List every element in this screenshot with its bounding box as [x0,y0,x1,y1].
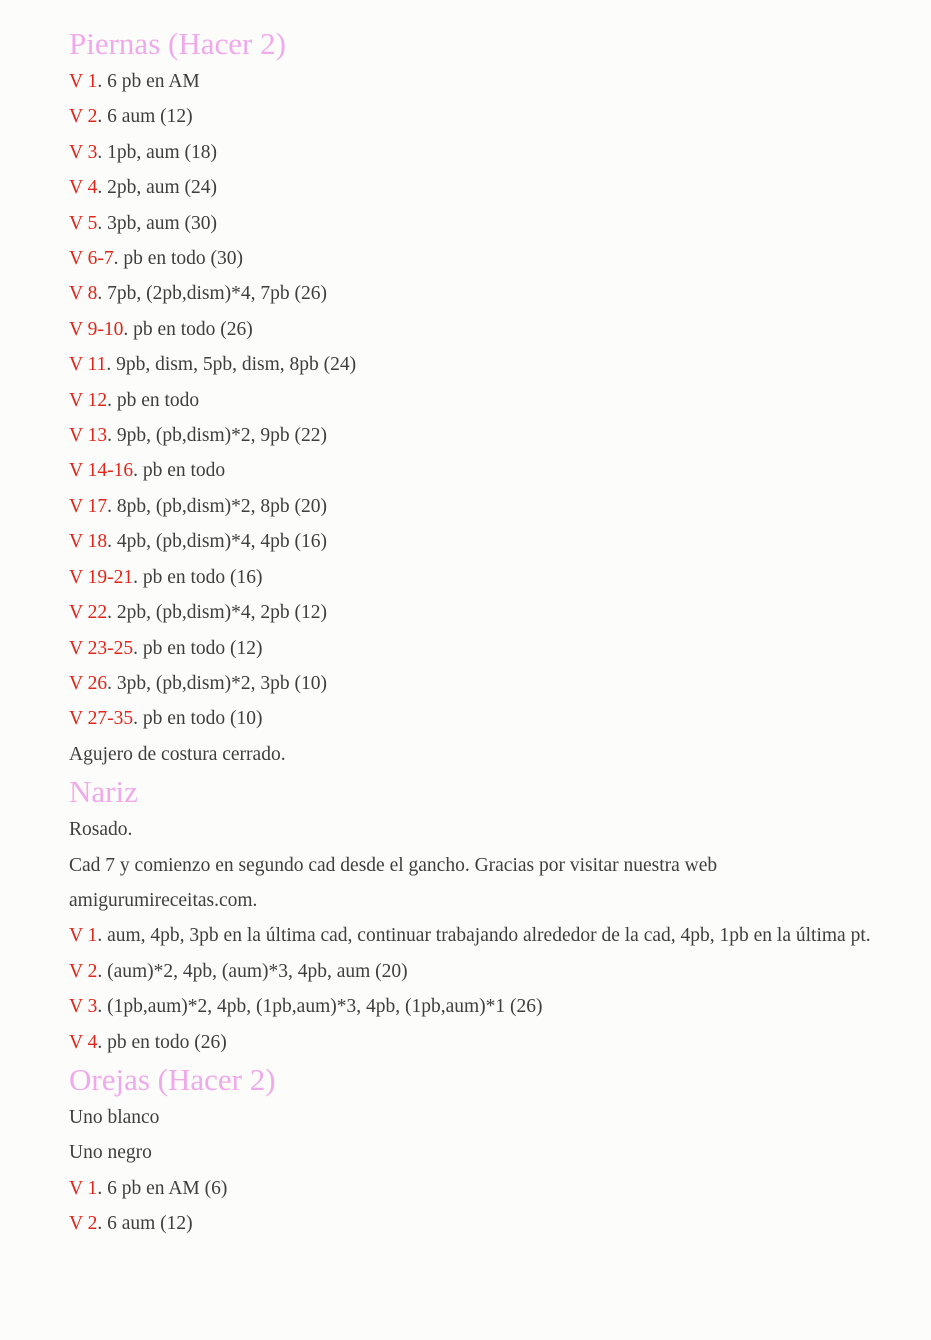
round-label: V 12 [69,389,108,411]
instruction-text: . 2pb, (pb,dism)*4, 2pb (12) [107,602,328,624]
round-label: V 26 [69,672,108,694]
instruction-text: . pb en todo (26) [97,1031,227,1053]
instruction-note [69,1135,899,1170]
instruction-text: . 6 pb en AM [97,71,200,92]
instruction-line [69,64,899,99]
instruction-line [69,170,899,205]
instruction-text: . pb en todo [133,460,226,482]
section-orejas [69,1060,899,1242]
instruction-text: Uno negro [69,1142,152,1164]
instruction-line [69,383,899,418]
round-label: V 19-21 [69,566,134,588]
round-label: V 22 [69,602,108,624]
instruction-text: . pb en todo (16) [133,566,263,588]
instruction-line [69,954,899,989]
round-label: V 18 [69,531,108,553]
instruction-text: . 2pb, aum (24) [97,177,218,199]
round-label: V 2 [69,1213,98,1235]
section-title-orejas: Orejas (Hacer 2) [69,1061,276,1097]
instruction-line [69,1206,899,1241]
round-label: V 5 [69,212,98,234]
instruction-text: . 6 aum (12) [97,106,193,128]
instruction-text: . 7pb, (2pb,dism)*4, 7pb (26) [97,283,328,305]
instruction-text: . 6 pb en AM (6) [97,1177,228,1199]
round-label: V 2 [69,106,98,128]
instruction-line [69,631,899,666]
round-label: V 17 [69,495,108,517]
round-label: V 6-7 [69,248,114,270]
round-label: V 1 [69,1177,98,1199]
instruction-note [69,848,899,919]
instruction-note [69,812,899,847]
instruction-text: Rosado. [69,819,133,841]
section-title-piernas: Piernas (Hacer 2) [69,26,286,61]
instruction-line [69,595,899,630]
instruction-text: . 9pb, (pb,dism)*2, 9pb (22) [107,425,328,447]
instruction-text: . 8pb, (pb,dism)*2, 8pb (20) [107,495,328,517]
instruction-text: . 6 aum (12) [97,1213,193,1235]
round-label: V 3 [69,141,98,163]
instruction-line [69,453,899,488]
section-nariz [69,772,899,1060]
round-label: V 1 [69,71,98,92]
instruction-text: . pb en todo (30) [113,248,244,270]
instruction-line [69,989,899,1024]
instruction-line [69,276,899,311]
instruction-text: . 4pb, (pb,dism)*4, 4pb (16) [107,531,328,553]
instruction-line [69,418,899,453]
instruction-line [69,524,899,559]
instruction-text: . 3pb, aum (30) [97,212,218,234]
instruction-line [69,206,899,241]
instruction-text: . (1pb,aum)*2, 4pb, (1pb,aum)*3, 4pb, (1pb,aum)*1 (26) [97,996,543,1018]
instruction-text: . pb en todo (12) [133,637,263,659]
instruction-text: . 1pb, aum (18) [97,141,218,163]
instruction-line [69,241,899,276]
instruction-line [69,135,899,170]
instruction-text: . pb en todo (10) [133,708,263,730]
round-label: V 27-35 [69,708,134,730]
instruction-line [69,489,899,524]
instruction-text: . 9pb, dism, 5pb, dism, 8pb (24) [106,354,357,376]
round-label: V 4 [69,1031,98,1053]
instruction-text: Cad 7 y comienzo en segundo cad desde el gancho. Gracias por visitar nuestra web amigurumireceitas.com. [69,854,718,911]
round-label: V 8 [69,283,98,305]
section-piernas [69,24,899,772]
instruction-note [69,1100,899,1135]
instruction-text: Agujero de costura cerrado. [69,743,286,765]
instruction-line [69,1025,899,1060]
instruction-note [69,737,899,772]
instruction-text: . (aum)*2, 4pb, (aum)*3, 4pb, aum (20) [97,960,408,982]
round-label: V 4 [69,177,98,199]
round-label: V 11 [69,354,107,376]
round-label: V 2 [69,960,98,982]
instruction-line [69,312,899,347]
instruction-line [69,560,899,595]
round-label: V 9-10 [69,318,124,340]
round-label: V 3 [69,996,98,1018]
section-title-nariz: Nariz [69,774,138,810]
instruction-line [69,666,899,701]
instruction-line [69,701,899,736]
instruction-text: Uno blanco [69,1106,160,1128]
round-label: V 23-25 [69,637,134,659]
round-label: V 14-16 [69,460,134,482]
instruction-text: . pb en todo [107,389,200,411]
instruction-line [69,99,899,134]
instruction-text: . aum, 4pb, 3pb en la última cad, continuar trabajando alrededor de la cad, 4pb, 1pb en la última pt. [97,925,871,947]
instruction-text: . 3pb, (pb,dism)*2, 3pb (10) [107,672,328,694]
document-body [69,24,899,1242]
instruction-line [69,347,899,382]
round-label: V 13 [69,425,108,447]
instruction-line [69,918,899,953]
round-label: V 1 [69,925,98,947]
instruction-line [69,1171,899,1206]
instruction-text: . pb en todo (26) [123,318,253,340]
